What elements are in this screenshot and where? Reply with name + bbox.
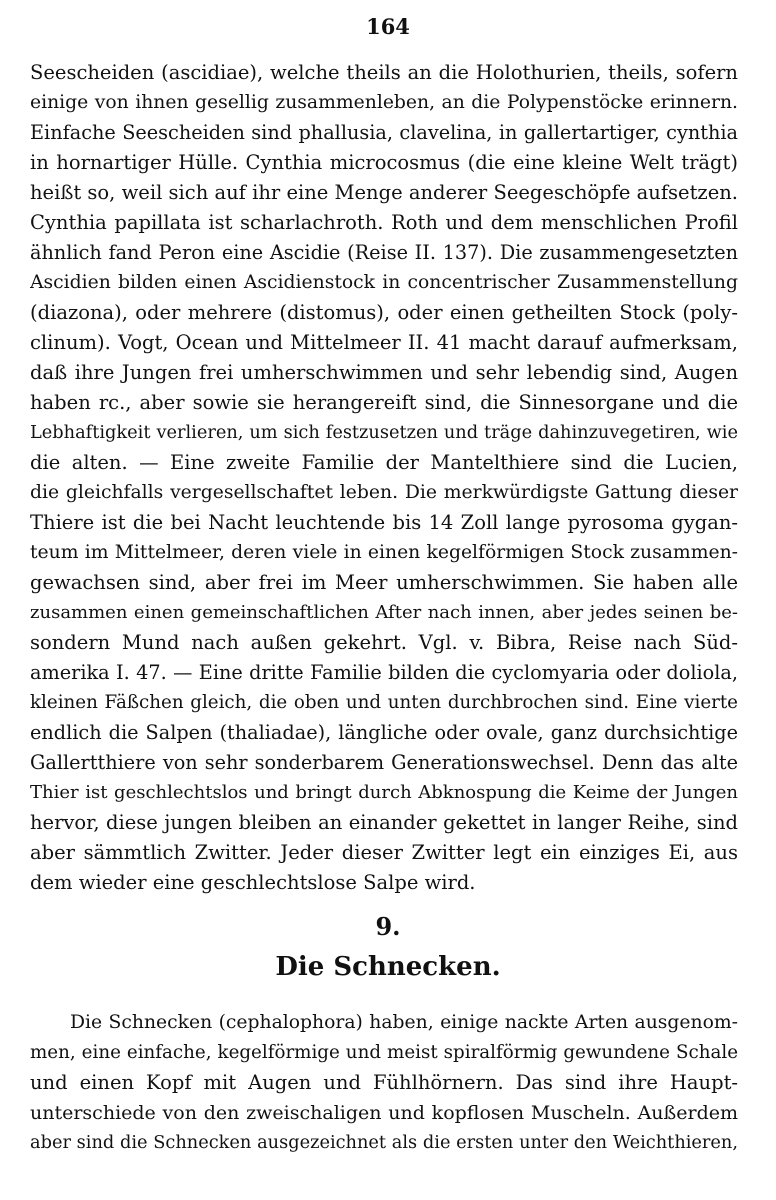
text-line: kleinen Fäßchen gleich, die oben und unten durchbrochen sind. Eine vierte	[30, 692, 738, 713]
text-line: Thier ist geschlechtslos und bringt durch Abknospung die Keime der Jungen	[30, 782, 738, 803]
text-line: men, eine einfache, kegelförmige und meist spiralförmig gewundene Schale	[30, 1042, 738, 1063]
text-line: teum im Mittelmeer, deren viele in einen kegelförmigen Stock zusammen-	[30, 542, 738, 563]
section-title: Die Schnecken.	[275, 952, 501, 982]
text-line: gewachsen sind, aber frei im Meer umherschwimmen. Sie haben alle	[30, 571, 738, 594]
text-line: heißt so, weil sich auf ihr eine Menge anderer Seegeschöpfe aufsetzen.	[30, 181, 738, 204]
text-line: dem wieder eine geschlechtslose Salpe wird.	[30, 871, 476, 894]
text-line: unterschiede von den zweischaligen und kopflosen Muscheln. Außerdem	[30, 1102, 738, 1124]
section-text	[30, 1008, 738, 1158]
text-line: Seescheiden (ascidiae), welche theils an die Holothurien, theils, sofern	[30, 61, 738, 84]
text-line: haben rc., aber sowie sie herangereift sind, die Sinnesorgane und die	[30, 391, 738, 414]
page-number: 164	[366, 14, 410, 39]
text-line: Ascidien bilden einen Ascidienstock in concentrischer Zusammenstellung	[30, 272, 738, 293]
text-line: zusammen einen gemeinschaftlichen After nach innen, aber jedes seinen be-	[30, 602, 738, 623]
text-line: Einfache Seescheiden sind phallusia, clavelina, in gallertartiger, cynthia	[30, 121, 738, 144]
section-number: 9.	[375, 912, 401, 941]
body-text	[30, 58, 738, 898]
text-line: Die Schnecken (cephalophora) haben, einige nackte Arten ausgenom-	[70, 1012, 738, 1033]
text-line: sondern Mund nach außen gekehrt. Vgl. v. Bibra, Reise nach Süd-	[30, 631, 738, 654]
text-line: die gleichfalls vergesellschaftet leben. Die merkwürdigste Gattung dieser	[30, 482, 738, 503]
text-line: endlich die Salpen (thaliadae), längliche oder ovale, ganz durchsichtige	[30, 721, 738, 744]
text-line: (diazona), oder mehrere (distomus), oder einen getheilten Stock (poly-	[30, 301, 738, 324]
text-line: clinum). Vogt, Ocean und Mittelmeer II. 41 macht darauf aufmerksam,	[30, 331, 738, 354]
text-line: Thiere ist die bei Nacht leuchtende bis 14 Zoll lange pyrosoma gygan-	[30, 511, 738, 534]
text-line: amerika I. 47. — Eine dritte Familie bilden die cyclomyaria oder doliola,	[30, 661, 738, 684]
text-line: einige von ihnen gesellig zusammenleben, an die Polypenstöcke erinnern.	[30, 92, 738, 113]
text-line: Cynthia papillata ist scharlachroth. Roth und dem menschlichen Profil	[30, 211, 738, 234]
text-line: aber sämmtlich Zwitter. Jeder dieser Zwitter legt ein einziges Ei, aus	[30, 841, 738, 864]
text-line: Lebhaftigkeit verlieren, um sich festzusetzen und träge dahinzuvegetiren, wie	[30, 423, 738, 443]
text-line: und einen Kopf mit Augen und Fühlhörnern. Das sind ihre Haupt-	[30, 1071, 738, 1094]
text-line: in hornartiger Hülle. Cynthia microcosmus (die eine kleine Welt trägt)	[30, 151, 738, 174]
text-line: die alten. — Eine zweite Familie der Mantelthiere sind die Lucien,	[30, 451, 738, 474]
text-line: hervor, diese jungen bleiben an einander gekettet in langer Reihe, sind	[30, 811, 738, 834]
text-line: ähnlich fand Peron eine Ascidie (Reise II. 137). Die zusammengesetzten	[30, 241, 738, 264]
text-line: daß ihre Jungen frei umherschwimmen und sehr lebendig sind, Augen	[30, 361, 738, 384]
text-line: Gallertthiere von sehr sonderbarem Generationswechsel. Denn das alte	[30, 751, 738, 774]
text-line: aber sind die Schnecken ausgezeichnet als die ersten unter den Weichthieren,	[30, 1133, 738, 1153]
